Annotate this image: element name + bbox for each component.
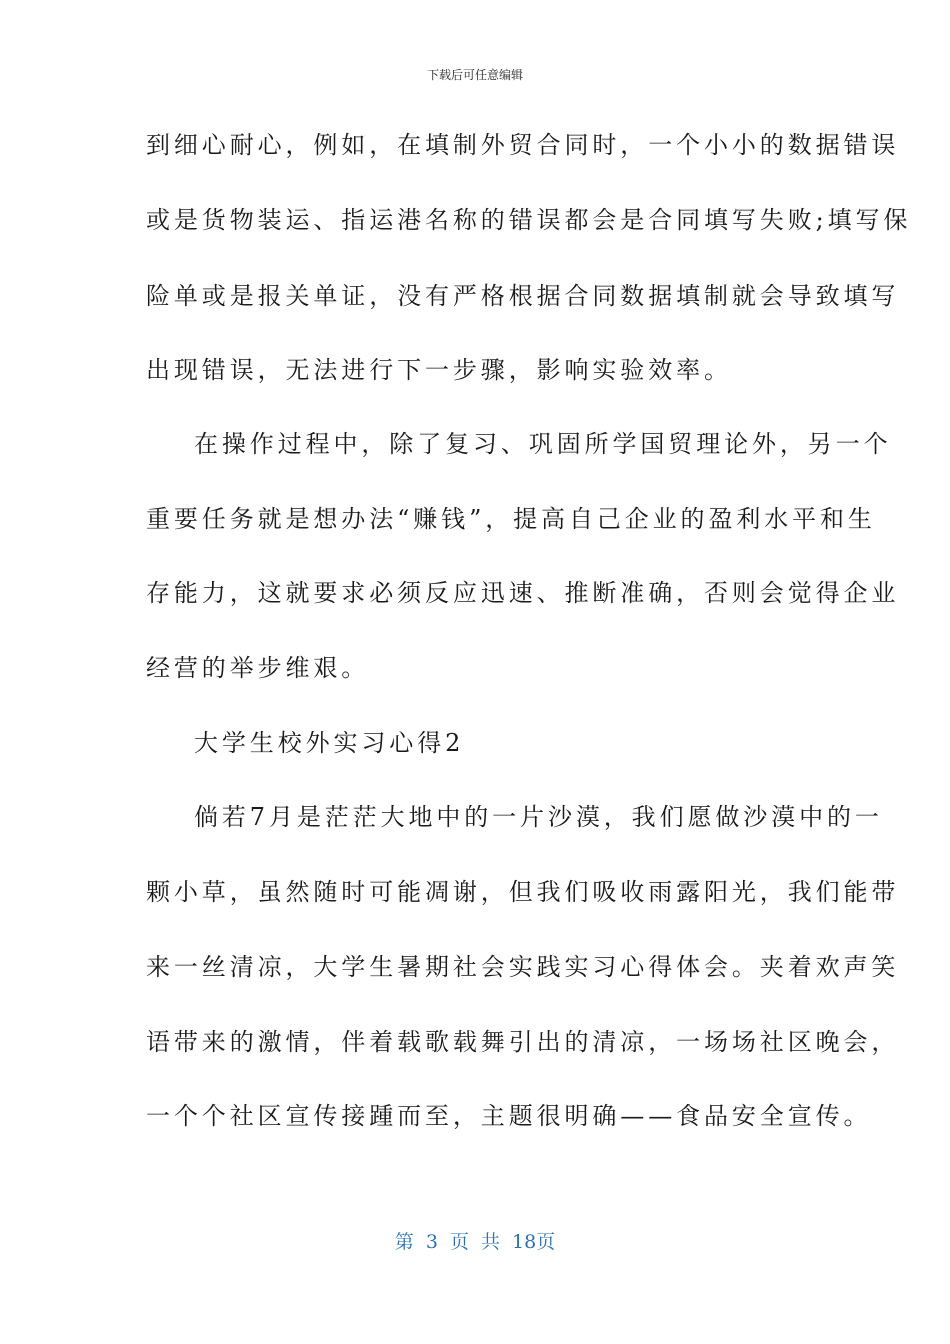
page-footer: 第 3 页 共 18页 <box>394 1231 556 1253</box>
body-line: 语带来的激情，伴着载歌载舞引出的清凉，一场场社区晚会， <box>146 1028 900 1056</box>
paragraph-start-line: 倘若7月是茫茫大地中的一片沙漠，我们愿做沙漠中的一 <box>194 803 883 831</box>
body-line: 来一丝清凉，大学生暑期社会实践实习心得体会。夹着欢声笑 <box>146 953 900 981</box>
body-line: 颗小草，虽然随时可能凋谢，但我们吸收雨露阳光，我们能带 <box>146 878 900 906</box>
body-line: 到细心耐心，例如，在填制外贸合同时，一个小小的数据错误 <box>146 131 900 159</box>
body-line: 出现错误，无法进行下一步骤，影响实验效率。 <box>146 356 732 384</box>
body-line: 或是货物装运、指运港名称的错误都会是合同填写失败;填写保 <box>146 206 912 234</box>
page-header: 下载后可任意编辑 <box>426 68 523 82</box>
body-line: 险单或是报关单证，没有严格根据合同数据填制就会导致填写 <box>146 282 900 310</box>
body-line: 存能力，这就要求必须反应迅速、推断准确，否则会觉得企业 <box>146 579 900 607</box>
body-line: 经营的举步维艰。 <box>146 654 370 682</box>
section-heading: 大学生校外实习心得2 <box>194 729 465 757</box>
body-line: 重要任务就是想办法“赚钱”，提高自己企业的盈利水平和生 <box>146 505 876 533</box>
body-line: 一个个社区宣传接踵而至，主题很明确——食品安全宣传。 <box>146 1102 872 1130</box>
paragraph-start-line: 在操作过程中，除了复习、巩固所学国贸理论外，另一个 <box>194 430 892 458</box>
